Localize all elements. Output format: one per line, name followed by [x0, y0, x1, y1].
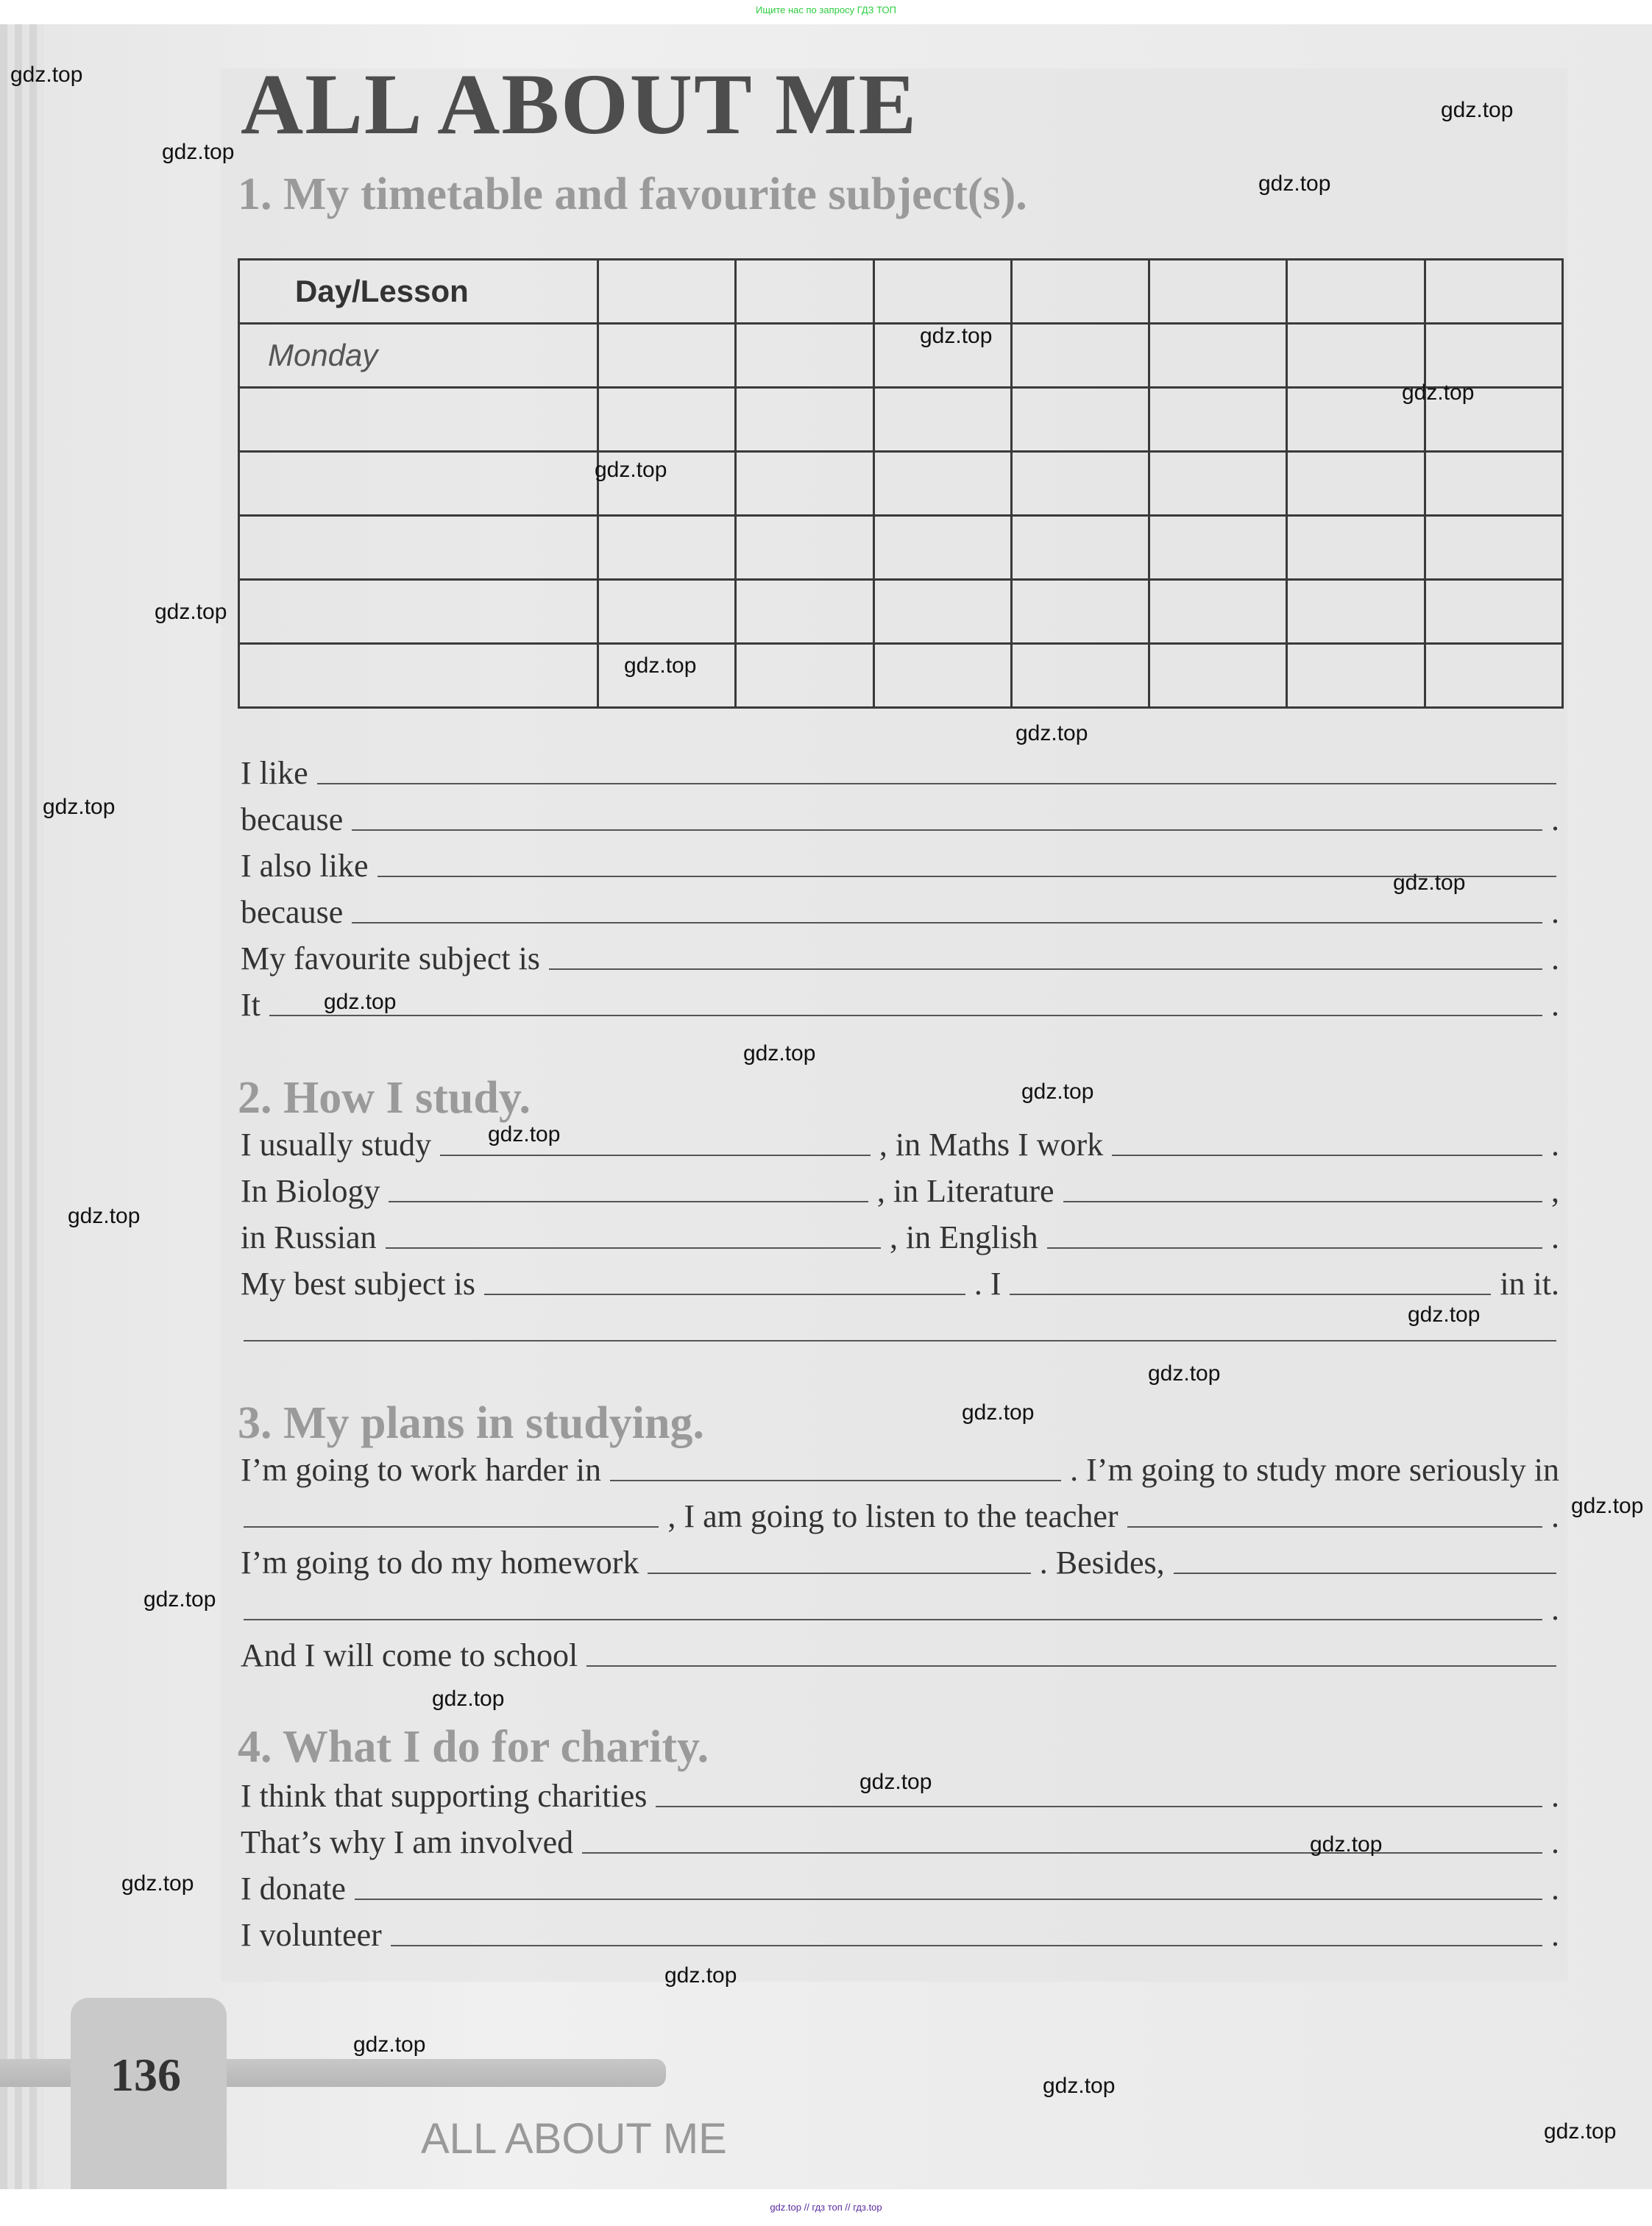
lesson-cell	[1011, 388, 1149, 452]
answer-blank[interactable]	[386, 1240, 881, 1249]
day-cell	[239, 580, 598, 644]
prompt-text: In Biology	[241, 1173, 380, 1209]
answer-blank[interactable]	[1063, 1194, 1542, 1202]
section-3-heading: 3. My plans in studying.	[238, 1398, 704, 1448]
watermark-text: gdz.top	[68, 1204, 141, 1228]
timetable-row	[239, 260, 1563, 324]
prompt-text: My favourite subject is	[241, 940, 540, 976]
prompt-text: .	[1551, 801, 1559, 837]
lesson-cell	[873, 516, 1011, 580]
prompt-text: , in English	[889, 1219, 1038, 1255]
lesson-cell	[1425, 580, 1562, 644]
answer-blank[interactable]	[1010, 1286, 1491, 1295]
watermark-text: gdz.top	[162, 140, 235, 164]
lesson-cell	[1425, 516, 1562, 580]
watermark-text: gdz.top	[920, 324, 993, 348]
lesson-cell	[1011, 644, 1149, 708]
answer-blank[interactable]	[440, 1147, 871, 1156]
timetable-row	[239, 516, 1563, 580]
day-cell	[239, 452, 598, 516]
prompt-text: That’s why I am involved	[241, 1824, 574, 1860]
lesson-cell	[598, 324, 736, 388]
lesson-cell	[1287, 516, 1425, 580]
lesson-cell	[736, 388, 873, 452]
lesson-cell	[1011, 260, 1149, 324]
timetable-row	[239, 324, 1563, 388]
watermark-text: gdz.top	[743, 1041, 816, 1066]
prompt-text: I donate	[241, 1871, 346, 1907]
watermark-text: gdz.top	[1148, 1361, 1221, 1386]
timetable	[238, 258, 1564, 709]
watermark-text: gdz.top	[1402, 380, 1475, 405]
lesson-cell	[736, 580, 873, 644]
lesson-cell	[598, 580, 736, 644]
lesson-cell	[873, 580, 1011, 644]
fill-in-line	[238, 1489, 1562, 1535]
watermark-text: gdz.top	[1544, 2119, 1617, 2144]
prompt-text: .	[1551, 894, 1559, 930]
answer-blank[interactable]	[656, 1798, 1542, 1807]
prompt-text: It	[241, 987, 260, 1023]
section-3-lines	[238, 1442, 1562, 1674]
prompt-text: ,	[1551, 1173, 1559, 1209]
answer-blank[interactable]	[549, 961, 1542, 970]
lesson-cell	[598, 516, 736, 580]
fill-in-line	[238, 1628, 1562, 1674]
section-4-heading: 4. What I do for charity.	[238, 1722, 709, 1772]
prompt-text: , I am going to listen to the teacher	[667, 1498, 1119, 1534]
fill-in-line	[238, 1907, 1562, 1954]
lesson-cell	[1287, 452, 1425, 516]
section-1-lines	[238, 745, 1562, 1024]
watermark-text: gdz.top	[121, 1871, 194, 1896]
lesson-cell	[873, 260, 1011, 324]
watermark-text: gdz.top	[353, 2032, 426, 2057]
lesson-cell	[736, 324, 873, 388]
lesson-cell	[1011, 452, 1149, 516]
watermark-text: gdz.top	[324, 990, 397, 1014]
lesson-cell	[736, 644, 873, 708]
site-footer-note: gdz.top // гдз топ // гдз.top	[770, 2202, 882, 2213]
lesson-cell	[1425, 644, 1562, 708]
lesson-cell	[598, 260, 736, 324]
answer-blank[interactable]	[317, 776, 1556, 784]
fill-in-line	[238, 1163, 1562, 1210]
prompt-text: I’m going to do my homework	[241, 1545, 639, 1581]
prompt-text: .	[1551, 1219, 1560, 1255]
answer-blank[interactable]	[1127, 1519, 1542, 1528]
section-4-lines	[238, 1768, 1562, 1954]
watermark-text: gdz.top	[432, 1687, 505, 1711]
watermark-text: gdz.top	[143, 1587, 216, 1612]
lesson-cell	[1149, 324, 1287, 388]
watermark-text: gdz.top	[1408, 1302, 1481, 1327]
timetable-row	[239, 388, 1563, 452]
fill-in-line	[238, 1302, 1562, 1349]
textbook-page	[0, 24, 1652, 2189]
prompt-text: I also like	[241, 848, 369, 884]
lesson-cell	[873, 644, 1011, 708]
watermark-text: gdz.top	[664, 1963, 737, 1988]
prompt-text: .	[1551, 1591, 1559, 1627]
watermark-text: gdz.top	[1015, 721, 1088, 745]
prompt-text: I usually study	[241, 1127, 432, 1163]
prompt-text: because	[241, 801, 344, 837]
lesson-cell	[598, 388, 736, 452]
page-title: ALL ABOUT ME	[241, 56, 918, 152]
fill-in-line	[238, 745, 1562, 792]
answer-blank[interactable]	[352, 822, 1542, 831]
lesson-cell	[1149, 260, 1287, 324]
answer-blank[interactable]	[269, 1007, 1542, 1016]
timetable-row	[239, 580, 1563, 644]
answer-blank[interactable]	[586, 1658, 1556, 1667]
day-cell	[239, 644, 598, 708]
watermark-text: gdz.top	[10, 63, 83, 87]
fill-in-line	[238, 1210, 1562, 1256]
answer-blank[interactable]	[1047, 1240, 1542, 1249]
running-title: ALL ABOUT ME	[421, 2115, 727, 2163]
site-banner: Ищите нас по запросу ГДЗ ТОП	[756, 4, 896, 15]
day-cell: Monday	[239, 324, 598, 388]
prompt-text: .	[1551, 1778, 1559, 1814]
prompt-text: I volunteer	[241, 1917, 382, 1953]
answer-blank[interactable]	[1112, 1147, 1542, 1156]
lesson-cell	[736, 516, 873, 580]
answer-blank[interactable]	[582, 1845, 1542, 1854]
day-cell	[239, 516, 598, 580]
lesson-cell	[1425, 260, 1562, 324]
prompt-text: .	[1551, 1871, 1559, 1907]
lesson-cell	[1149, 388, 1287, 452]
prompt-text: My best subject is	[241, 1266, 475, 1302]
prompt-text: .	[1551, 1127, 1560, 1163]
watermark-text: gdz.top	[488, 1122, 561, 1146]
fill-in-line	[238, 885, 1562, 931]
prompt-text: . Besides,	[1039, 1545, 1165, 1581]
watermark-text: gdz.top	[1393, 871, 1466, 895]
watermark-text: gdz.top	[1258, 171, 1331, 196]
prompt-text: . I’m going to study more seriously in	[1070, 1452, 1559, 1488]
lesson-cell	[1287, 644, 1425, 708]
prompt-text: , in Maths I work	[879, 1127, 1104, 1163]
answer-blank[interactable]	[1174, 1565, 1556, 1574]
watermark-text: gdz.top	[595, 458, 667, 482]
lesson-cell	[1425, 452, 1562, 516]
fill-in-line	[238, 1581, 1562, 1628]
prompt-text: .	[1551, 1498, 1559, 1534]
watermark-text: gdz.top	[155, 600, 227, 624]
answer-blank[interactable]	[244, 1612, 1542, 1620]
answer-blank[interactable]	[389, 1194, 868, 1202]
lesson-cell	[1149, 580, 1287, 644]
answer-blank[interactable]	[352, 915, 1542, 924]
watermark-text: gdz.top	[1441, 98, 1514, 122]
watermark-text: gdz.top	[1043, 2074, 1116, 2098]
fill-in-line	[238, 977, 1562, 1024]
watermark-text: gdz.top	[859, 1770, 932, 1794]
prompt-text: .	[1551, 940, 1559, 976]
fill-in-line	[238, 792, 1562, 838]
lesson-cell	[1011, 516, 1149, 580]
page-number: 136	[110, 2049, 181, 2101]
answer-blank[interactable]	[244, 1333, 1556, 1341]
answer-blank[interactable]	[355, 1891, 1542, 1900]
answer-blank[interactable]	[391, 1938, 1542, 1946]
answer-blank[interactable]	[610, 1472, 1061, 1481]
section-2-heading: 2. How I study.	[238, 1073, 531, 1123]
watermark-text: gdz.top	[1571, 1494, 1644, 1518]
timetable-row	[239, 452, 1563, 516]
prompt-text: I like	[241, 755, 308, 791]
fill-in-line	[238, 931, 1562, 977]
answer-blank[interactable]	[484, 1286, 965, 1295]
margin-strip	[0, 24, 44, 2189]
lesson-cell	[1149, 516, 1287, 580]
prompt-text: I think that supporting charities	[241, 1778, 648, 1814]
lesson-cell	[1011, 324, 1149, 388]
lesson-cell	[1011, 580, 1149, 644]
fill-in-line	[238, 838, 1562, 885]
day-cell	[239, 388, 598, 452]
lesson-cell	[1149, 452, 1287, 516]
lesson-cell	[1425, 324, 1562, 388]
lesson-cell	[736, 452, 873, 516]
prompt-text: .	[1551, 1824, 1559, 1860]
lesson-cell	[1149, 644, 1287, 708]
day-cell: Day/Lesson	[239, 260, 598, 324]
fill-in-line	[238, 1442, 1562, 1489]
prompt-text: .	[1551, 987, 1559, 1023]
prompt-text: . I	[974, 1266, 1002, 1302]
answer-blank[interactable]	[377, 868, 1556, 877]
lesson-cell	[873, 452, 1011, 516]
lesson-cell	[1287, 324, 1425, 388]
watermark-text: gdz.top	[1310, 1832, 1383, 1857]
prompt-text: I’m going to work harder in	[241, 1452, 601, 1488]
prompt-text: because	[241, 894, 344, 930]
watermark-text: gdz.top	[43, 795, 116, 819]
fill-in-line	[238, 1256, 1562, 1302]
section-1-heading: 1. My timetable and favourite subject(s).	[238, 169, 1027, 219]
prompt-text: in it.	[1500, 1266, 1560, 1302]
lesson-cell	[873, 388, 1011, 452]
timetable-row	[239, 644, 1563, 708]
prompt-text: And I will come to school	[241, 1637, 578, 1673]
fill-in-line	[238, 1861, 1562, 1907]
fill-in-line	[238, 1117, 1562, 1163]
lesson-cell	[736, 260, 873, 324]
answer-blank[interactable]	[244, 1519, 659, 1528]
answer-blank[interactable]	[648, 1565, 1030, 1574]
prompt-text: in Russian	[241, 1219, 377, 1255]
prompt-text: .	[1551, 1917, 1559, 1953]
watermark-text: gdz.top	[624, 653, 697, 678]
lesson-cell	[1287, 260, 1425, 324]
watermark-text: gdz.top	[962, 1400, 1035, 1425]
prompt-text: , in Literature	[876, 1173, 1054, 1209]
fill-in-line	[238, 1535, 1562, 1581]
watermark-text: gdz.top	[1021, 1080, 1094, 1104]
section-2-lines	[238, 1117, 1562, 1349]
lesson-cell	[1287, 580, 1425, 644]
